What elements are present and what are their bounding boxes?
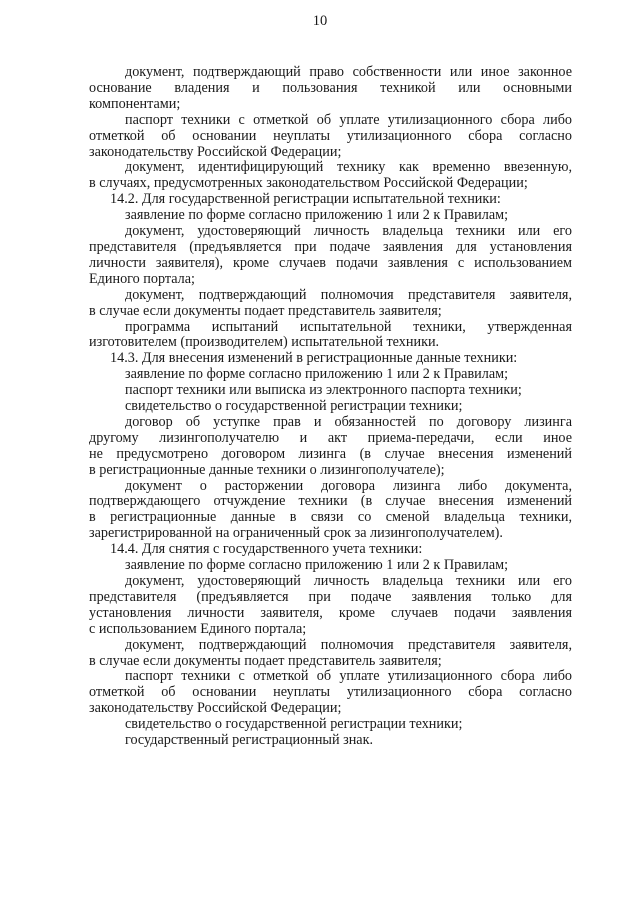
section-heading — [89, 351, 572, 367]
list-paragraph — [89, 160, 572, 192]
text-line: свидетельство о государственной регистрации техники; — [125, 398, 463, 415]
text-line: другому лизингополучателю и акт приема-передачи, если иное — [89, 429, 572, 446]
text-line: документ, подтверждающий право собственности или иное законное — [125, 64, 572, 80]
text-line: законодательству Российской Федерации; — [89, 700, 342, 717]
text-line: представителя (предъявляется при подаче заявления только для — [89, 588, 572, 605]
list-paragraph — [89, 479, 572, 543]
list-paragraph — [89, 574, 572, 638]
text-line: в регистрационные данные в связи со сменой владельца техники, — [89, 509, 572, 526]
text-line: документ, удостоверяющий личность владельца техники или его — [125, 573, 572, 589]
text-line: государственный регистрационный знак. — [125, 732, 374, 749]
text-line: паспорт техники с отметкой об уплате утилизационного сбора либо — [125, 668, 572, 685]
text-line: в регистрационные данные техники о лизингополучателе); — [89, 461, 445, 478]
text-line: заявление по форме согласно приложению 1 или 2 к Правилам; — [125, 557, 509, 574]
text-line: в случаях, предусмотренных законодательством Российской Федерации; — [89, 175, 528, 192]
list-paragraph — [89, 320, 572, 352]
text-line: договор об уступке прав и обязанностей по договору лизинга — [125, 413, 572, 430]
text-line: свидетельство о государственной регистрации техники; — [125, 716, 463, 733]
list-paragraph — [89, 383, 572, 399]
text-line: паспорт техники или выписка из электронного паспорта техники; — [125, 382, 522, 399]
list-paragraph — [89, 399, 572, 415]
text-line: документ, подтверждающий полномочия представителя заявителя, — [125, 286, 572, 303]
text-line: отметкой об основании неуплаты утилизационного сбора согласно — [89, 684, 572, 701]
list-paragraph — [89, 208, 572, 224]
list-paragraph — [89, 415, 572, 479]
text-line: не предусмотрено договором лизинга (в случае внесения изменений — [89, 445, 572, 462]
list-paragraph — [89, 65, 572, 113]
text-line: изготовителем (производителем) испытательной техники. — [89, 334, 440, 351]
list-paragraph — [89, 367, 572, 383]
list-paragraph — [89, 288, 572, 320]
text-line: заявление по форме согласно приложению 1 или 2 к Правилам; — [125, 366, 509, 383]
text-line: представителя (предъявляется при подаче заявления для установления — [89, 238, 572, 255]
text-line: 14.3. Для внесения изменений в регистрационные данные техники: — [110, 350, 518, 367]
list-paragraph — [89, 669, 572, 717]
text-line: документ, подтверждающий полномочия представителя заявителя, — [125, 636, 572, 653]
page-number: 10 — [312, 13, 328, 29]
text-line: паспорт техники с отметкой об уплате утилизационного сбора либо — [125, 111, 572, 128]
text-line: программа испытаний испытательной техники, утвержденная — [125, 318, 572, 335]
text-line: с использованием Единого портала; — [89, 620, 307, 637]
section-heading — [89, 192, 572, 208]
list-paragraph — [89, 638, 572, 670]
section-heading — [89, 542, 572, 558]
text-line: личности заявителя), кроме случаев подачи заявления с использованием — [89, 254, 572, 271]
text-line: установления личности заявителя, кроме случаев подачи заявления — [89, 604, 572, 621]
text-line: законодательству Российской Федерации; — [89, 143, 342, 160]
text-line: зарегистрированной на ограниченный срок за лизингополучателем). — [89, 525, 503, 542]
text-line: заявление по форме согласно приложению 1 или 2 к Правилам; — [125, 207, 509, 224]
text-line: документ, удостоверяющий личность владельца техники или его — [125, 223, 572, 240]
text-line: в случае если документы подает представитель заявителя; — [89, 652, 442, 669]
list-paragraph — [89, 113, 572, 161]
text-line: документ о расторжении договора лизинга либо документа, — [125, 477, 572, 494]
document-body — [89, 65, 572, 749]
text-line: основание владения и пользования техникой или основными — [89, 79, 572, 96]
text-line: документ, идентифицирующий технику как временно ввезенную, — [125, 159, 572, 176]
text-line: компонентами; — [89, 95, 181, 112]
list-paragraph — [89, 733, 572, 749]
list-paragraph — [89, 717, 572, 733]
text-line: 14.4. Для снятия с государственного учета техники: — [110, 541, 423, 558]
text-line: 14.2. Для государственной регистрации испытательной техники: — [110, 191, 501, 208]
text-line: Единого портала; — [89, 270, 195, 287]
text-line: в случае если документы подает представитель заявителя; — [89, 302, 442, 319]
list-paragraph — [89, 558, 572, 574]
text-line: подтверждающего отчуждение техники (в случае внесения изменений — [89, 493, 572, 510]
text-line: отметкой об основании неуплаты утилизационного сбора согласно — [89, 127, 572, 144]
list-paragraph — [89, 224, 572, 288]
